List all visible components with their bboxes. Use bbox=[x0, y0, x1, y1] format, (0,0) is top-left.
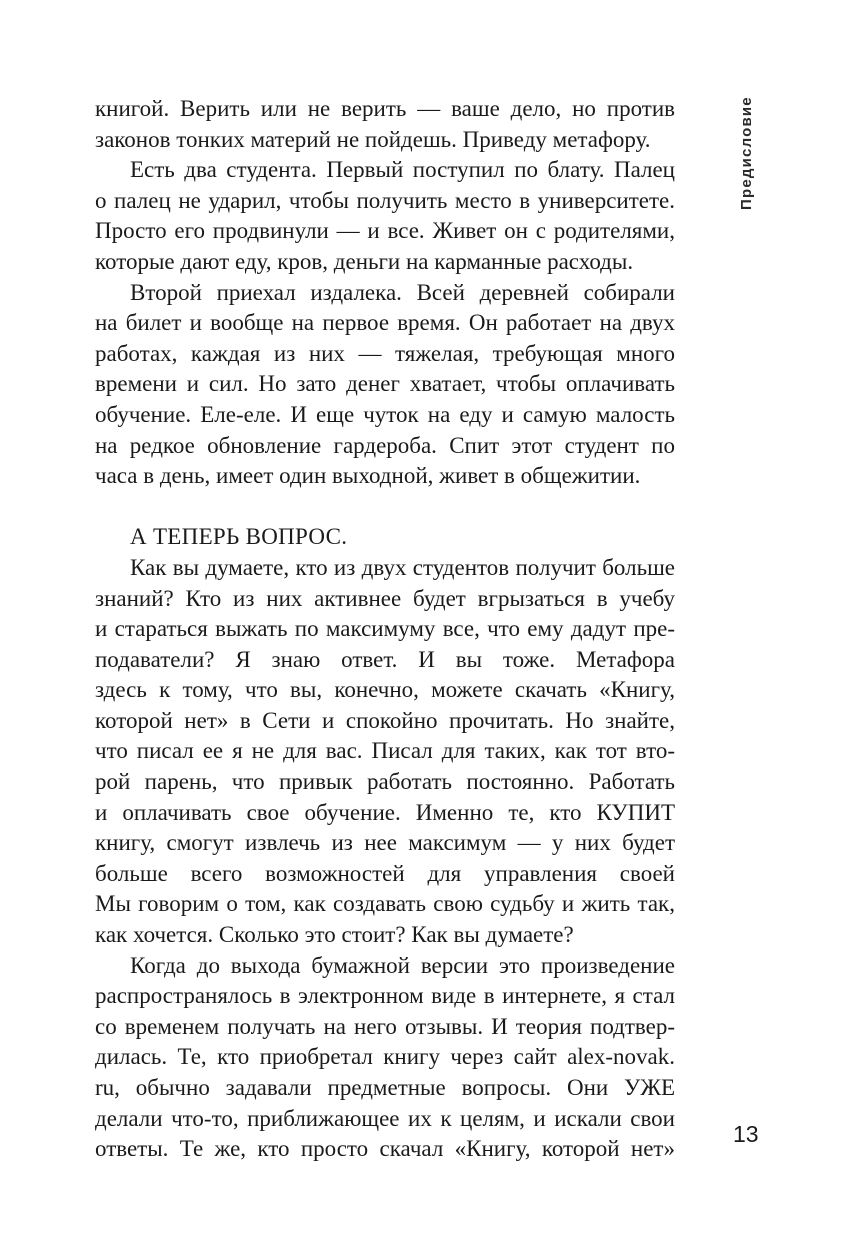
page-number: 13 bbox=[733, 1121, 759, 1147]
text-line: на билет и вообще на первое время. Он работает на двух bbox=[95, 310, 675, 336]
text-line: со временем получать на него отзывы. И теория подтвер- bbox=[95, 1013, 675, 1039]
running-head: Предисловие bbox=[738, 96, 755, 210]
section-title: А ТЕПЕРЬ ВОПРОС. bbox=[130, 524, 348, 550]
text-line: книгой. Верить или не верить — ваше дело, но против bbox=[95, 96, 675, 121]
text-line: больше всего возможностей для управления своей bbox=[95, 860, 675, 886]
text-line: Как вы думаете, кто из двух студентов получит больше bbox=[130, 554, 675, 580]
text-line: здесь к тому, что вы, конечно, можете скачать «Книгу, bbox=[95, 677, 675, 703]
text-line: рой парень, что привык работать постоянно. Работать bbox=[95, 769, 675, 795]
text-line: делали что-то, приближающее их к целям, и искали свои bbox=[95, 1105, 675, 1131]
text-line: ответы. Те же, кто просто скачал «Книгу, которой нет» bbox=[95, 1136, 675, 1162]
text-line: о палец не ударил, чтобы получить место в университете. bbox=[95, 187, 675, 213]
text-line: и стараться выжать по максимуму все, что ему дадут пре- bbox=[95, 616, 675, 642]
text-line: часа в день, имеет один выходной, живет в общежитии. bbox=[95, 463, 641, 489]
text-line: книгу, смогут извлечь из нее максимум — у них будет bbox=[95, 830, 675, 856]
text-line: дилась. Те, кто приобретал книгу через сайт alex-novak. bbox=[95, 1044, 675, 1070]
body-text bbox=[95, 94, 675, 1165]
text-line: времени и сил. Но зато денег хватает, чтобы оплачивать bbox=[95, 371, 675, 397]
text-line: подаватели? Я знаю ответ. И вы тоже. Метафора bbox=[95, 646, 675, 672]
text-line: и оплачивать свое обучение. Именно те, кто КУПИТ bbox=[95, 799, 675, 825]
text-line: Мы говорим о том, как создавать свою судьбу и жить так, bbox=[95, 891, 675, 917]
text-line: законов тонких материй не пойдешь. Приведу метафору. bbox=[95, 126, 651, 152]
text-line: Просто его продвинули — и все. Живет он с родителями, bbox=[95, 218, 675, 244]
text-line: Второй приехал издалека. Всей деревней собирали bbox=[130, 279, 675, 305]
text-line: как хочется. Сколько это стоит? Как вы думаете? bbox=[95, 922, 574, 948]
section-gap bbox=[95, 492, 675, 523]
text-line: Есть два студента. Первый поступил по блату. Палец bbox=[130, 157, 675, 183]
text-line: которые дают еду, кров, деньги на карманные расходы. bbox=[95, 248, 634, 274]
text-line: на редкое обновление гардероба. Спит этот студент по bbox=[95, 432, 675, 458]
text-line: что писал ее я не для вас. Писал для таких, как тот вто- bbox=[95, 738, 675, 764]
text-line: распространялось в электронном виде в интернете, я стал bbox=[95, 983, 675, 1009]
text-line: знаний? Кто из них активнее будет вгрызаться в учебу bbox=[95, 585, 675, 611]
text-line: обучение. Еле-еле. И еще чуток на еду и самую малость bbox=[95, 401, 675, 427]
text-line: Когда до выхода бумажной версии это произведение bbox=[130, 952, 675, 978]
text-line: работах, каждая из них — тяжелая, требующая много bbox=[95, 340, 675, 366]
text-line: которой нет» в Сети и спокойно прочитать. Но знайте, bbox=[95, 707, 675, 733]
text-line: ru, обычно задавали предметные вопросы. Они УЖЕ bbox=[95, 1075, 675, 1100]
